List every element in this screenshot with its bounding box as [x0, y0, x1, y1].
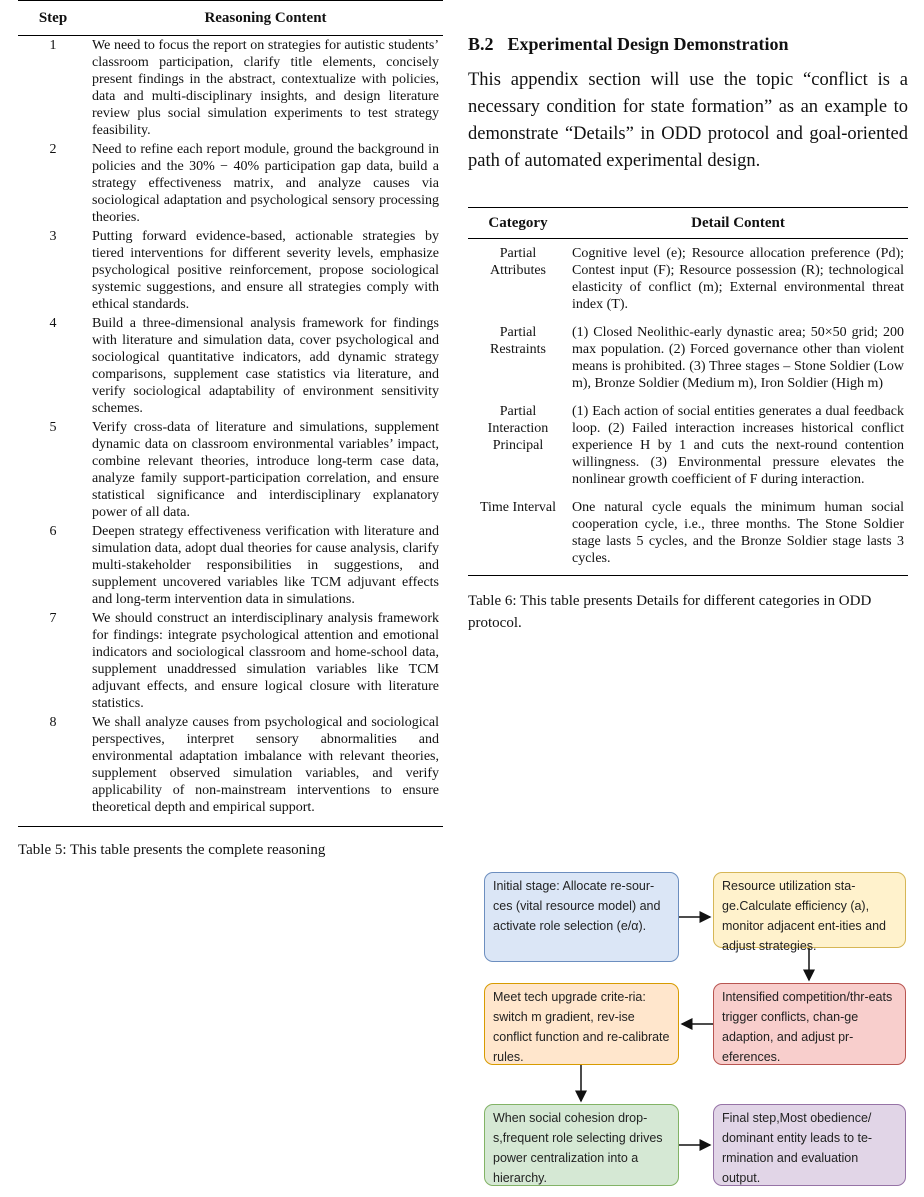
category-cell: Partial Restraints: [490, 325, 546, 357]
step-number: 1: [49, 38, 57, 53]
step-content: Verify cross-data of literature and simulations, supplement dynamic data on classroom environmental variables’ impact, combine relevant theories, introduce long-term case data, analyze family support-participation correlation, and ensure statistical significance and interdisciplinary explanatory power of all data.: [92, 420, 439, 520]
detail-cell: One natural cycle equals the minimum human social cooperation cycle, i.e., three months. The Stone Soldier stage lasts 5 cycles, and the Bronze Soldier stage lasts 3 cycles.: [568, 493, 908, 576]
section-heading: [468, 0, 908, 55]
table5-caption: Table 5: This table presents the complete reasoning: [18, 842, 326, 858]
odd-details-table: [468, 207, 908, 576]
flow-box-initial-stage: Initial stage: Allocate re-sour-ces (vital resource model) and activate role selection (e/α).: [484, 872, 679, 962]
reasoning-table: [18, 0, 443, 827]
section-number: B.2: [468, 34, 494, 54]
step-content: Build a three-dimensional analysis framework for findings with literature and simulation data, cover psychological and sociological quantitative indicators, add dynamic strategy comparisons, supplement case statistics via literature, and verify sociological adaptability of environment sensitivity schemes.: [92, 316, 439, 416]
step-number: 4: [49, 316, 57, 331]
category-cell: Time Interval: [468, 493, 568, 576]
step-number: 8: [18, 713, 88, 827]
step-number: 3: [49, 229, 57, 244]
right-column: [468, 0, 908, 634]
table-row: [468, 493, 908, 576]
step-content: We need to focus the report on strategies for autistic students’ classroom participation, clarify title elements, concisely present findings in the abstract, contextualize with policies, data and multi-disciplinary insights, and design literature review plus social simulation experiments to test strategy feasibility.: [92, 38, 439, 138]
table-header-row: [468, 208, 908, 239]
table-row: [18, 713, 443, 827]
section-title: Experimental Design Demonstration: [507, 34, 789, 54]
step-number: 5: [49, 420, 57, 435]
step-content: Putting forward evidence-based, actionable strategies by tiered interventions for different severity levels, emphasize psychological positive reinforcement, propose sociological systemic suggestions, and ensure all strategies comply with ethical standards.: [92, 229, 439, 312]
step-number: 7: [49, 611, 57, 626]
table-row: [18, 227, 443, 314]
table-row: [18, 140, 443, 227]
flow-box-final-step: Final step,Most obedience/ dominant entity leads to te-rmination and evaluation output.: [713, 1104, 906, 1186]
flow-box-tech-upgrade: Meet tech upgrade crite-ria: switch m gradient, rev-ise conflict function and re-calibrate rules.: [484, 983, 679, 1065]
flow-box-resource-utilization: Resource utilization sta-ge.Calculate efficiency (a), monitor adjacent ent-ities and adjust strategies.: [713, 872, 906, 948]
table-row: [18, 522, 443, 609]
table-row: [468, 239, 908, 319]
content-header: Reasoning Content: [88, 1, 443, 36]
step-number: 6: [49, 524, 57, 539]
table6-caption: Table 6: This table presents Details for different categories in ODD protocol.: [468, 593, 872, 631]
flow-box-social-cohesion: When social cohesion drop-s,frequent role selecting drives power centralization into a hierarchy.: [484, 1104, 679, 1186]
left-column: [18, 0, 443, 860]
table-row: [468, 318, 908, 397]
section-intro: This appendix section will use the topic “conflict is a necessary condition for state formation” as an example to demonstrate “Details” in ODD protocol and goal-oriented path of automated experimental design.: [468, 70, 908, 171]
step-content: Need to refine each report module, ground the background in policies and the 30% − 40% participation gap data, build a strategy effectiveness matrix, and analyze causes via sociological adaptation and psychological sensory processing theories.: [92, 142, 439, 225]
step-content: Deepen strategy effectiveness verification with literature and simulation data, adopt dual theories for cause analysis, clarify multi-stakeholder responsibilities in suggestions, and supplement uncovered variables like TCM adjuvant effects and long-term intervention data in simulations.: [92, 524, 439, 607]
table-row: [18, 609, 443, 713]
step-content: We shall analyze causes from psychological and sociological perspectives, interpret sensory abnormalities and environmental adaptation imbalance with relevant theories, supplement observed simulation variables, and verify applicability of non-mainstream interventions to ensure theoretical depth and empirical support.: [88, 713, 443, 827]
detail-cell: (1) Closed Neolithic-early dynastic area; 50×50 grid; 200 max population. (2) Forced governance other than violent means is prohibited. (3) Three stages – Stone Soldier (Low m), Bronze Soldier (Medium m), Iron Soldier (High m): [572, 325, 904, 391]
category-cell: Partial Interaction Principal: [487, 404, 549, 453]
detail-header: Detail Content: [568, 208, 908, 239]
detail-cell: Cognitive level (e); Resource allocation preference (Pd); Contest input (F); Resource possession (R); technological elasticity of conflict (m); External environmental threat index (T).: [572, 246, 904, 312]
category-header: Category: [468, 208, 568, 239]
step-header: Step: [18, 1, 88, 36]
flow-box-competition: Intensified competition/thr-eats trigger conflicts, chan-ge adaption, and adjust pr-eferences.: [713, 983, 906, 1065]
workflow-diagram: [484, 860, 914, 1190]
table-row: [18, 314, 443, 418]
step-content: We should construct an interdisciplinary analysis framework for findings: integrate psychological attention and emotional indicators and sociological classroom and home-school data, supplement unaddressed simulation variables like TCM adjuvant effects, and ensure logical closure with literature statistics.: [92, 611, 439, 711]
table-row: [18, 36, 443, 141]
category-cell: Partial Attributes: [490, 246, 546, 278]
detail-cell: (1) Each action of social entities generates a dual feedback loop. (2) Failed interaction increases historical conflict experience H by 1 and cuts the next-round contention willingness. (3) Environmental pressure elevates the nonlinear growth coefficient of F during interaction.: [572, 404, 904, 487]
step-number: 2: [49, 142, 57, 157]
table-row: [18, 418, 443, 522]
table-row: [468, 397, 908, 493]
table-header-row: [18, 1, 443, 36]
